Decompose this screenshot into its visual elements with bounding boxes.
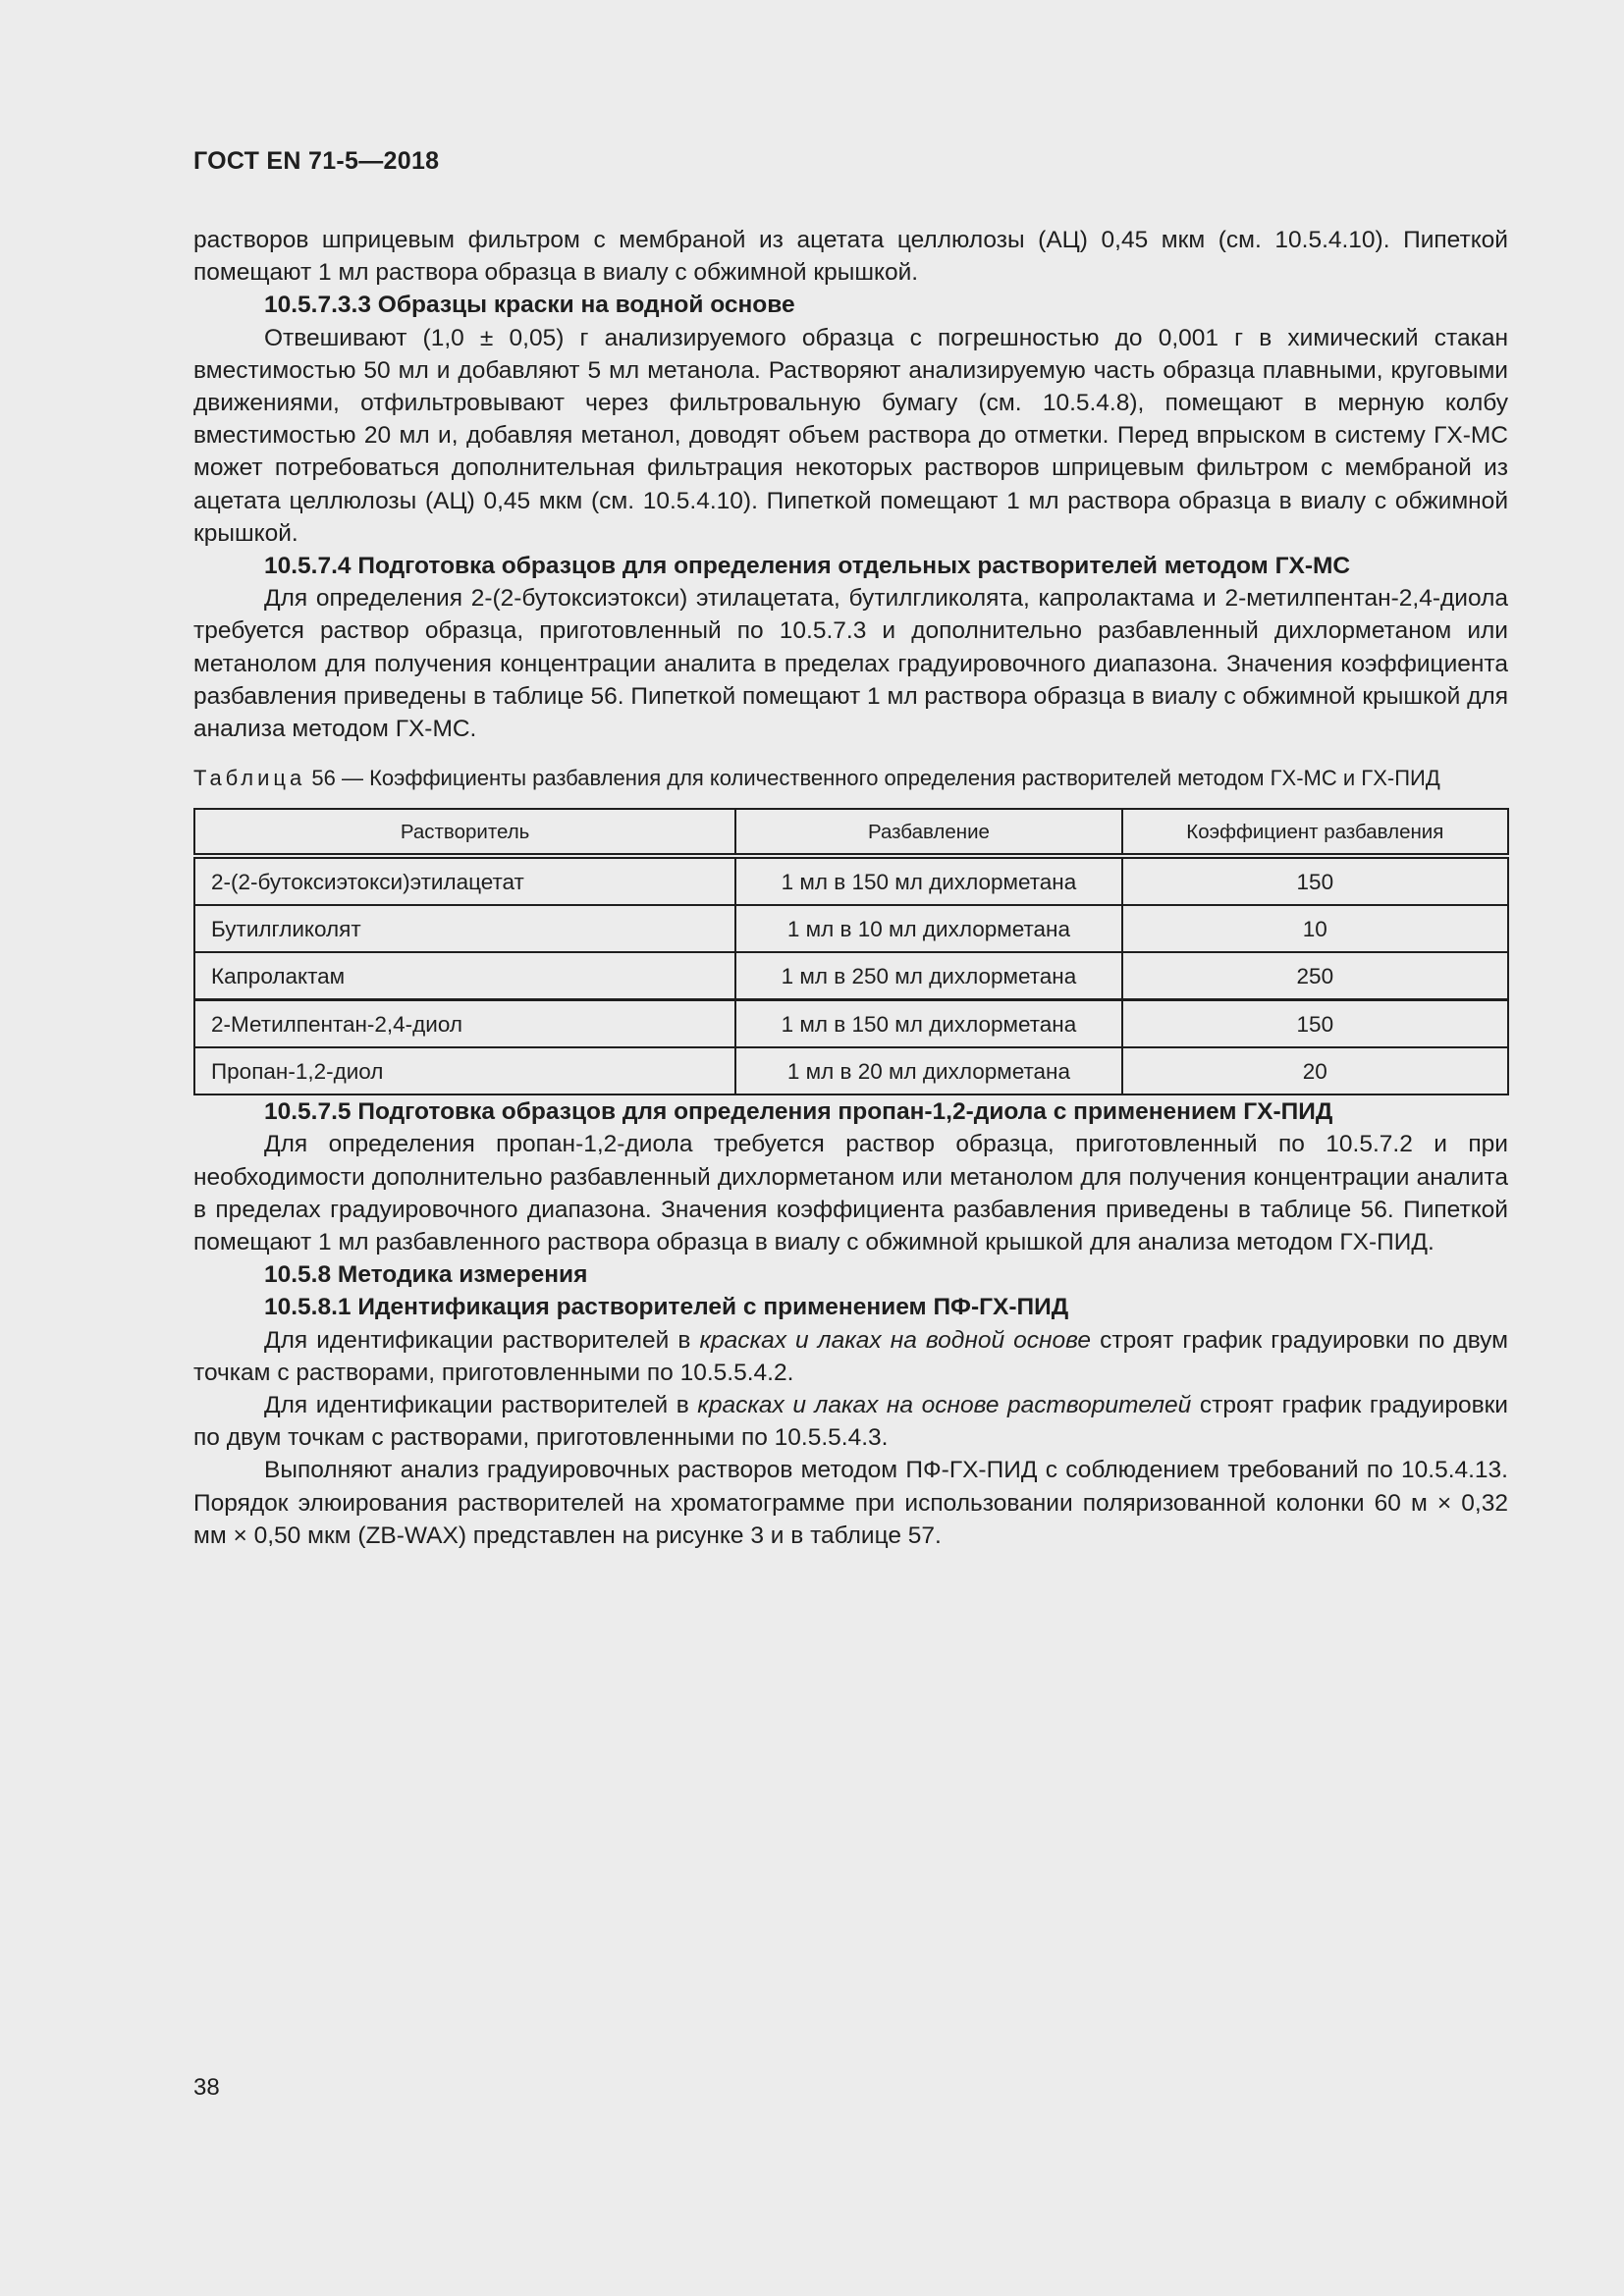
table-cell: 20 (1122, 1047, 1508, 1095)
column-header: Коэффициент разбавления (1122, 809, 1508, 856)
section-heading: 10.5.8 Методика измерения (264, 1261, 588, 1289)
table-caption-text: 56 — Коэффициенты разбавления для количественного определения растворителей методом ГХ-МС и ГХ-ПИД (305, 766, 1440, 791)
table-cell: 1 мл в 10 мл дихлорметана (735, 905, 1121, 952)
table-row (194, 856, 1508, 905)
emphasis-text: красках и лаках на основе растворителей (697, 1392, 1192, 1419)
column-header: Разбавление (735, 809, 1121, 856)
section-heading: 10.5.7.5 Подготовка образцов для определения пропан-1,2-диола с применением ГХ-ПИД (264, 1098, 1333, 1126)
paragraph: Для определения 2-(2-бутоксиэтокси) этилацетата, бутилгликолята, капролактама и 2-метилпентан-2,4-диола требуется раствор образца, приготовленный по 10.5.7.3 и дополнительно разбавленный дихлорметаном или метанолом для получения концентрации аналита в пределах градуировочного диапазона. Значения коэффициента разбавления приведены в таблице 56. Пипеткой помещают 1 мл раствора образца в виалу с обжимной крышкой для анализа методом ГХ-МС. (193, 585, 1508, 743)
document-header: ГОСТ EN 71-5—2018 (193, 147, 440, 175)
table-cell: Бутилгликолят (194, 905, 735, 952)
table-cell: Капролактам (194, 952, 735, 1000)
column-header: Растворитель (194, 809, 735, 856)
table-cell: 150 (1122, 1000, 1508, 1048)
paragraph: Выполняют анализ градуировочных растворов методом ПФ-ГХ-ПИД с соблюдением требований по 10.5.4.13. Порядок элюирования растворителей на хроматограмме при использовании поляризованной колонки 60 м × 0,32 мм × 0,50 мкм (ZB-WAX) представлен на рисунке 3 и в таблице 57. (193, 1457, 1508, 1549)
section-heading: 10.5.7.3.3 Образцы краски на водной основе (264, 292, 795, 319)
table-cell: 1 мл в 250 мл дихлорметана (735, 952, 1121, 1000)
table-caption-label: Таблица (193, 766, 306, 791)
table-cell: 1 мл в 150 мл дихлорметана (735, 1000, 1121, 1048)
table-cell: 1 мл в 150 мл дихлорметана (735, 856, 1121, 905)
paragraph (193, 1389, 1508, 1454)
text-run: Для идентификации растворителей в (264, 1392, 698, 1419)
table-row (194, 1047, 1508, 1095)
table-cell: 2-(2-бутоксиэтокси)этилацетат (194, 856, 735, 905)
table-cell: 150 (1122, 856, 1508, 905)
text-run: строят график градуировки по двум точкам с растворами, приготовленными по 10.5.5.4.3. (193, 1392, 1508, 1452)
table-header-row (194, 809, 1508, 856)
section-heading: 10.5.8.1 Идентификация растворителей с применением ПФ-ГХ-ПИД (264, 1294, 1069, 1321)
table-row (194, 1000, 1508, 1048)
document-body (193, 224, 1508, 1552)
section-heading: 10.5.7.4 Подготовка образцов для определения отдельных растворителей методом ГХ-МС (264, 553, 1351, 580)
table-cell: 10 (1122, 905, 1508, 952)
table-cell: Пропан-1,2-диол (194, 1047, 735, 1095)
text-run: строят график градуировки по двум точкам с растворами, приготовленными по 10.5.5.4.2. (193, 1326, 1508, 1386)
table-row (194, 952, 1508, 1000)
table-cell: 2-Метилпентан-2,4-диол (194, 1000, 735, 1048)
table-row (194, 905, 1508, 952)
emphasis-text: красках и лаках на водной основе (699, 1326, 1092, 1354)
paragraph: растворов шприцевым фильтром с мембраной из ацетата целлюлозы (АЦ) 0,45 мкм (см. 10.5.4.10). Пипеткой помещают 1 мл раствора образца в виалу с обжимной крышкой. (193, 227, 1508, 287)
paragraph: Для определения пропан-1,2-диола требуется раствор образца, приготовленный по 10.5.7.2 и при необходимости дополнительно разбавленный дихлорметаном или метанолом для получения концентрации аналита в пределах градуировочного диапазона. Значения коэффициента разбавления приведены в таблице 56. Пипеткой помещают 1 мл разбавленного раствора образца в виалу с обжимной крышкой для анализа методом ГХ-ПИД. (193, 1131, 1508, 1256)
table-caption (193, 765, 1508, 792)
paragraph (193, 1324, 1508, 1389)
paragraph: Отвешивают (1,0 ± 0,05) г анализируемого образца с погрешностью до 0,001 г в химический стакан вместимостью 50 мл и добавляют 5 мл метанола. Растворяют анализируемую часть образца плавными, круговыми движениями, отфильтровывают через фильтровальную бумагу (см. 10.5.4.8), помещают в мерную колбу вместимостью 20 мл и, добавляя метанол, доводят объем раствора до отметки. Перед впрыском в систему ГХ-МС может потребоваться дополнительная фильтрация некоторых растворов шприцевым фильтром с мембраной из ацетата целлюлозы (АЦ) 0,45 мкм (см. 10.5.4.10). Пипеткой помещают 1 мл раствора образца в виалу с обжимной крышкой. (193, 324, 1508, 547)
page-number: 38 (193, 2074, 220, 2101)
table-cell: 1 мл в 20 мл дихлорметана (735, 1047, 1121, 1095)
table-cell: 250 (1122, 952, 1508, 1000)
dilution-table (193, 808, 1509, 1095)
text-run: Для идентификации растворителей в (264, 1326, 700, 1354)
